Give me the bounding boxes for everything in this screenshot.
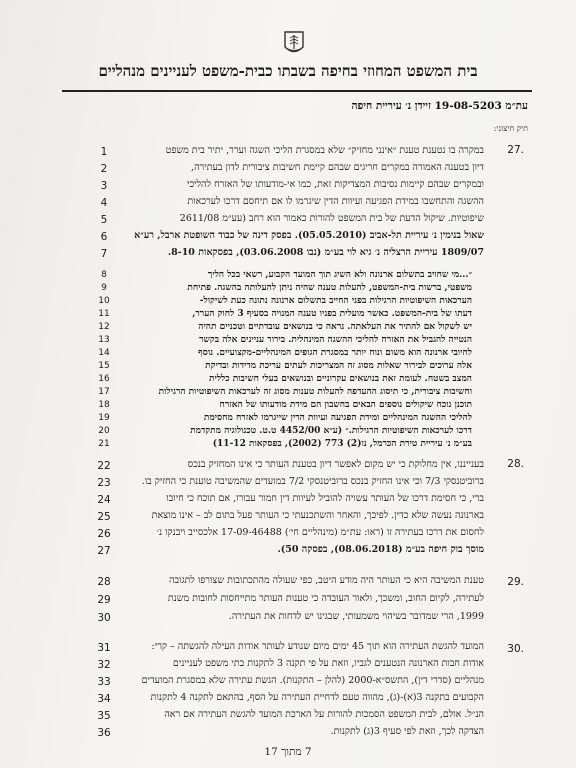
text-line: בארנונה נעשה שלא כדין. לפיכך, והאחר והשתכנעתי כי העותר פעל בתום לב – אינו מוצאת <box>151 510 484 521</box>
line-number: 2 <box>100 163 108 175</box>
quote-line: תוכנן נוכח שיקולים נוספים הבאים בחשבון הם מידת מודעותו של האזרח <box>219 400 472 410</box>
quote-line: ״...מי שחויב בתשלום ארנונה ולא השיג תוך המועד הקבוע, רשאי בכל הליך <box>207 270 472 280</box>
line-number: 21 <box>98 439 110 449</box>
line-number: 16 <box>98 374 110 384</box>
text-line: דיון בטענה האמורה במקרים חריגים שבהם קיימת חשיבות ציבורית לדון בעתירה, <box>191 162 484 173</box>
line-number: 12 <box>98 322 110 332</box>
line-number: 35 <box>97 710 111 722</box>
quote-line: להליכי ההשגה המינהליים ומידת הפגיעה ועיוות הדין שייגרמו לאזרח מחסימת <box>203 413 472 423</box>
line-number: 17 <box>98 387 110 397</box>
text-line: ההשגה והתחשבו במידת הפגיעה ועיוות הדין שיגרמו לו אם תיחסם דרכו לערכאות <box>187 196 484 207</box>
line-number: 8 <box>101 270 107 280</box>
text-line: הקבועים בתקנה 3(א)-(ג), מהווה טעם לדחיית העתירה על הסף, בהתאם לתקנה 4 לתקנות <box>150 692 484 703</box>
text-line: ובמקרים שבהם קיימות נסיבות המצדיקות זאת, כמו אי-מודעותו של האזרח להליכי <box>186 179 484 190</box>
text-line: ברוביטנסקי 7/3 וכי אינו החזיק בנכס ברוביטנסקי 7/2 במועדים שהמשיבה טוענת כי החזיק בו. <box>141 476 484 487</box>
line-number: 6 <box>100 231 108 243</box>
quote-line: אלה ערוכים לבירור שאלות מסוג זה המצריכות לעתים עריכת מדידות ובדיקת <box>205 361 472 371</box>
line-number: 25 <box>97 511 111 523</box>
quote-line: בע״מ נ׳ עיריית טירת הכרמל, נו(2) 773 (2002), בפסקאות 11-12) <box>212 439 472 449</box>
quote-line: המצב בשטח. לעומת זאת בנושאים עקרוניים ובנושאים בעלי חשיבות כללית <box>208 374 472 384</box>
line-number: 29 <box>97 594 111 606</box>
line-number: 7 <box>100 248 108 260</box>
line-number: 9 <box>101 283 107 293</box>
quote-line: דרכו לערכאות השיפוטיות הרגילות.״ (ע״א 4452/00 ט.ט. טכנולוגיה מתקדמת <box>190 426 472 436</box>
line-number: 5 <box>100 214 108 226</box>
line-number: 30 <box>97 612 111 624</box>
line-number: 1 <box>100 146 108 158</box>
text-line: בענייננו, אין מחלוקת כי יש מקום לאפשר דיון בטענת העותר כי אינו המחזיק בנכס <box>187 459 484 470</box>
external-file-label: תיק חיצוני: <box>493 124 528 133</box>
text-line: הנ״ל. אולם, לבית המשפט הסמכות להורות על הארכת המועד להגשת העתירה אם ראה <box>164 709 484 720</box>
quote-line: משפטי, ברשות בית-המשפט, להעלות טענה שהיה ניתן להעלותה בהשגה. פתיחת <box>187 283 472 293</box>
text-line: אודות חבות הארנונה הנטענים לגביו, וזאת על פי תקנה 3 לתקנות בתי משפט לעניינים <box>172 658 484 669</box>
text-line: מוסך בוק חיפה בע״מ (08.06.2018), בפסקה 50). <box>277 544 484 555</box>
text-line: הצדקה לכך, וזאת לפי סעיף 3(ג) לתקנות. <box>330 726 484 737</box>
line-number: 4 <box>100 197 108 209</box>
text-line: שיפוטיות. שיקול הדעת של בית המשפט להורות כאמור הוא רחב (עע״מ 2611/08 <box>179 213 484 224</box>
text-line: המועד להגשת העתירה הוא תוך 45 ימים מיום שנודע לעותר אודות העילה להגשתה – קרי: <box>151 641 484 652</box>
quote-line: הערכאות השיפוטיות הרגילות בפני החייב בתשלום ארנונה נתונה כעת לשיקול- <box>199 296 472 306</box>
paragraph-number: 30. <box>507 643 524 655</box>
line-number: 24 <box>97 494 111 506</box>
line-number: 34 <box>97 693 111 705</box>
text-line: מנהליים (סדרי דין), התשס״א-2000 (להלן – התקנות). הגשת עתירה שלא במסגרת המועדים <box>141 675 484 686</box>
line-number: 11 <box>98 309 110 319</box>
line-number: 14 <box>98 348 110 358</box>
line-number: 15 <box>98 361 110 371</box>
court-name: בית המשפט המחוזי בחיפה בשבתו כבית-משפט לעניינים מנהליים <box>98 62 478 80</box>
state-emblem-icon <box>283 30 305 56</box>
text-line: 1809/07 עיריית הרצליה נ׳ גיא לוי בע״מ (נבו 03.06.2008), בפסקאות 8-10. <box>167 247 484 258</box>
line-number: 13 <box>98 335 110 345</box>
line-number: 3 <box>100 180 108 192</box>
line-number: 27 <box>97 545 111 557</box>
quote-line: הנטייה להגביל את האזרח להליכי ההשגה המינהלית. בירור עניינים אלה בקשר <box>199 335 472 345</box>
text-line: 1999, הרי שמדובר בשיהוי משמעותי, שבגינו יש לדחות את העתירה. <box>228 611 484 622</box>
header-divider <box>62 90 532 92</box>
paragraph-number: 28. <box>507 458 524 470</box>
line-number: 28 <box>97 576 111 588</box>
line-number: 31 <box>97 642 111 654</box>
text-line: לעתירה, לקיום החוב, ומשכך, ולאור העובדה כי טענות העותר מתייחסות לחובות משנת <box>167 593 484 604</box>
text-line: במקרה בו נטענת טענת ״אינני מחזיק״ שלא במסגרת הליכי השגה וערר, יתיר בית משפט <box>165 145 484 156</box>
line-number: 19 <box>98 413 110 423</box>
quote-line: לחיובי ארנונה הוא משום ונוח יותר במסגרת הגופים המינהליים-מקצועיים. נוסף <box>198 348 472 358</box>
paragraph-number: 27. <box>507 144 524 156</box>
text-line: שאול בנימין נ׳ עיריית תל-אביב (05.05.2010). בפסק דינה של כבוד השופטת ארבל, רע״א <box>134 230 484 241</box>
line-number: 10 <box>98 296 110 306</box>
case-reference: עת״מ 19-08-5203 זיידן נ׳ עיריית חיפה <box>351 100 528 112</box>
paragraph-number: 29. <box>507 576 524 588</box>
line-number: 26 <box>97 528 111 540</box>
text-line: ברי, כי חסימת דרכו של העותר עשויה להוביל לעיוות דין חמור עבורו, אם תוכח כי חיובו <box>166 493 484 504</box>
page-number: 7 מתוך 17 <box>264 746 312 758</box>
quote-line: וחשיבות ציבורית, כי תיסוג ההעדפה להעלות טענות מסוג זה לערכאות השיפוטיות הרגילות <box>158 387 472 397</box>
text-line: טענת המשיבה היא כי העותר היה מודע היטב, כפי שעולה מהתכתובות שצורפו לתגובה <box>169 575 484 586</box>
line-number: 36 <box>97 727 111 739</box>
line-number: 18 <box>98 400 110 410</box>
quote-line: דעתו של בית-המשפט. כאשר מועלית בפניו טענה המנויה בסעיף 3 לחוק הערר, <box>192 309 472 319</box>
line-number: 20 <box>98 426 110 436</box>
line-number: 23 <box>97 477 111 489</box>
line-number: 22 <box>97 460 111 472</box>
quote-line: יש לשקול אם להתיר את העלאתה. נראה כי בנושאים עובדתיים וטכניים תהיה <box>198 322 472 332</box>
text-line: לחסום את דרכו בעתירה זו (ראו: עת״מ (מינהליים חי׳) 17-09-46488 אלכסייב ויבנקו נ׳ <box>156 527 484 538</box>
line-number: 32 <box>97 659 111 671</box>
line-number: 33 <box>97 676 111 688</box>
